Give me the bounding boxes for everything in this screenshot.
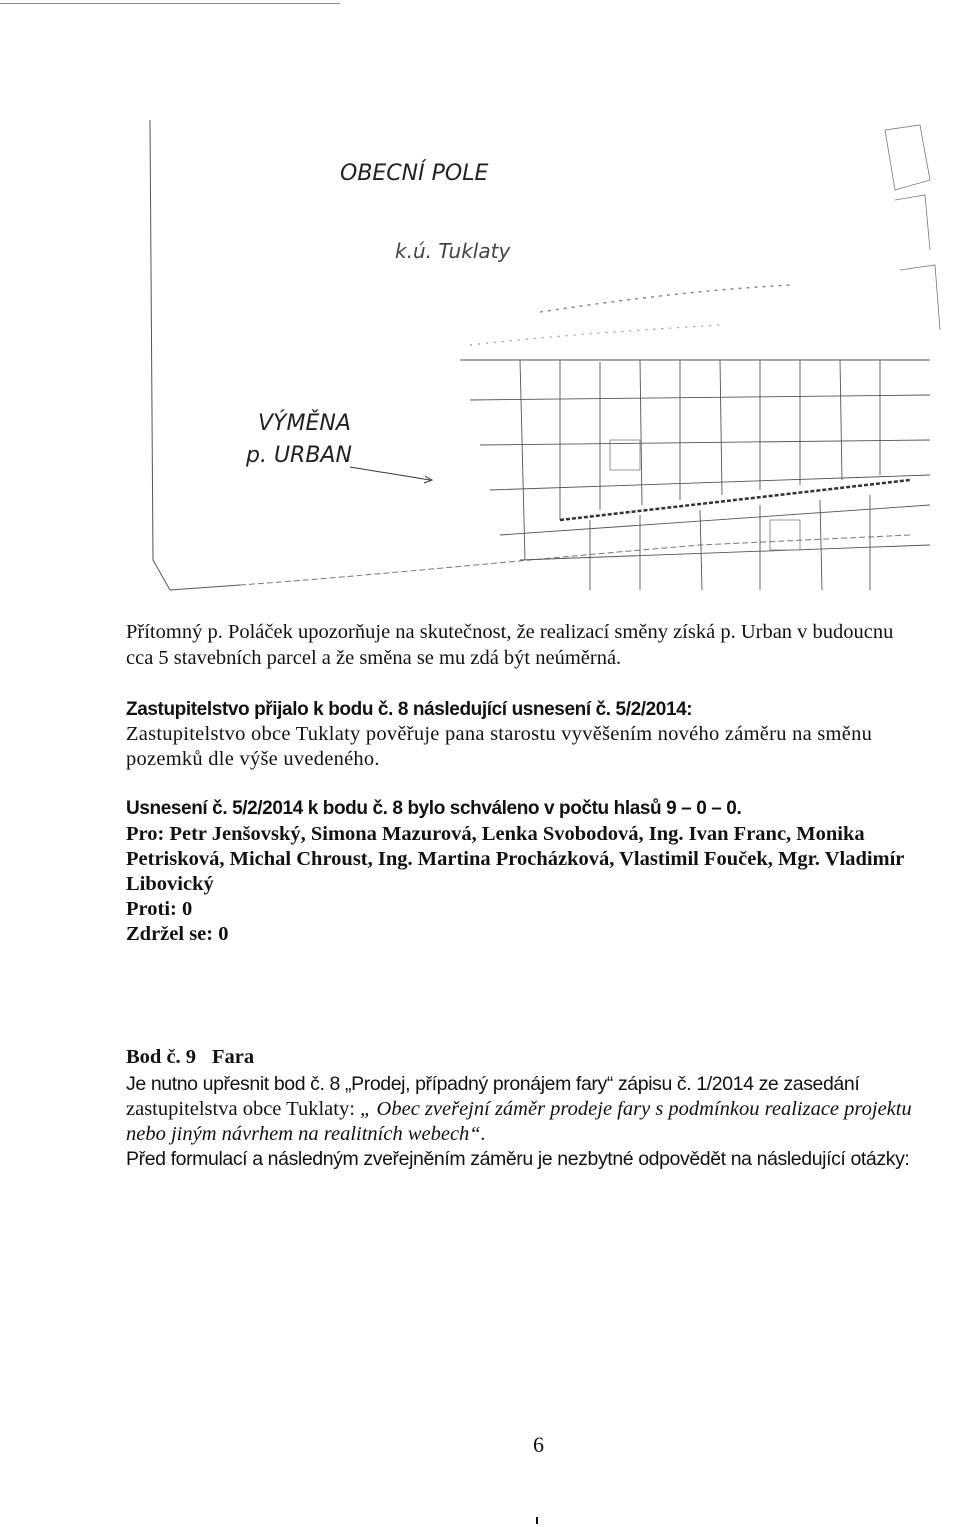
paragraph-line: cca 5 stavebních parcel a že směna se mu zdá být neúměrná. [126,647,622,669]
agenda-item-quote: „ Obec zveřejní záměr prodeje fary s podmínkou realizace projektu [360,1098,912,1120]
agenda-item-number: Bod č. 9 [126,1046,197,1068]
parcel-grid [460,360,930,590]
agenda-item-title: Fara [212,1046,255,1068]
agenda-item-line [126,1097,956,1121]
agenda-item-line: Před formulací a následným zveřejněním záměru je nezbytné odpovědět na následující otázky: [126,1148,910,1170]
page-number: 6 [533,1432,544,1457]
vote-abstained: Zdržel se: 0 [126,923,229,945]
cadastral-map-sketch [0,0,960,610]
agenda-item-line: Je nutno upřesnit bod č. 8 „Prodej, případný pronájem fary“ zápisu č. 1/2014 ze zasedání [126,1073,860,1095]
arrow-icon [350,467,430,480]
vote-against: Proti: 0 [126,898,193,920]
resolution-text-line: pozemků dle výše uvedeného. [126,748,380,770]
resolution-heading: Zastupitelstvo přijalo k bodu č. 8 následující usnesení č. 5/2/2014: [126,699,693,720]
vote-pro-line: Pro: Petr Jenšovský, Simona Mazurová, Lenka Svobodová, Ing. Ivan Franc, Monika [126,823,865,845]
vote-result: Usnesení č. 5/2/2014 k bodu č. 8 bylo schváleno v počtu hlasů 9 – 0 – 0. [126,798,742,819]
handwritten-exchange-owner: p. URBAN [246,443,352,468]
resolution-text-line: Zastupitelstvo obce Tuklaty pověřuje pana starostu vyvěšením nového záměru na směnu [126,723,873,745]
agenda-item-quote-line: nebo jiným návrhem na realitních webech“. [126,1123,486,1145]
handwritten-subtitle: k.ú. Tuklaty [395,239,511,263]
handwritten-title: OBECNÍ POLE [340,161,489,186]
scan-mark [536,1517,538,1524]
agenda-item-heading [126,1045,956,1069]
vote-pro-line: Petrisková, Michal Chroust, Ing. Martina Procházková, Vlastimil Fouček, Mgr. Vladimír [126,848,905,870]
handwritten-exchange: VÝMĚNA [258,411,351,436]
vote-pro-line: Libovický [126,873,214,895]
paragraph-line: Přítomný p. Poláček upozorňuje na skutečnost, že realizací směny získá p. Urban v budoucnu [126,621,894,643]
agenda-item-text: zastupitelstva obce Tuklaty: [126,1098,361,1120]
